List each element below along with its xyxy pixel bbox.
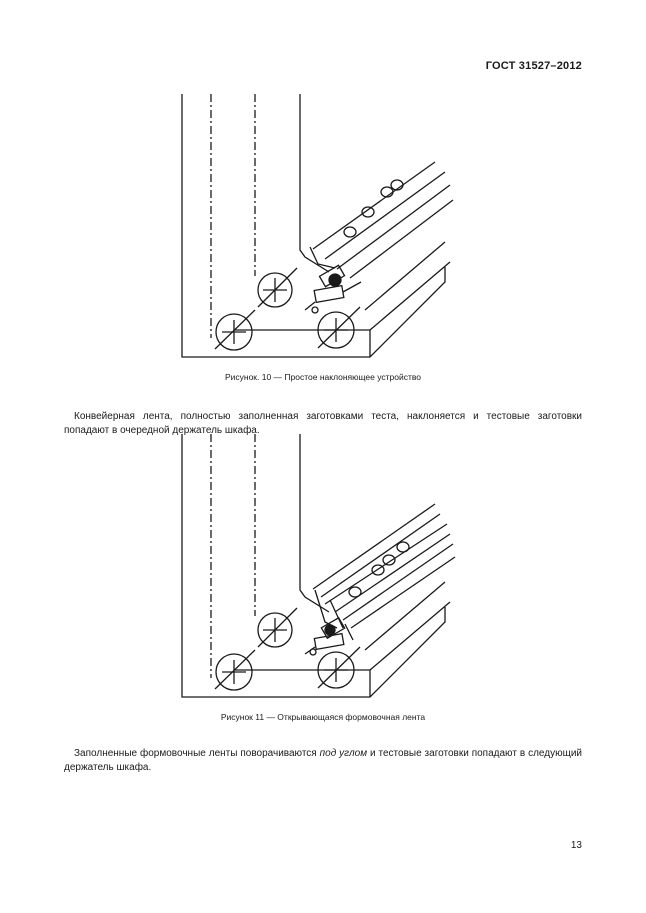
frame-outline (182, 94, 445, 357)
frame-outline (182, 434, 445, 697)
inner-floor (235, 670, 370, 697)
figure-10-tilting-device (175, 92, 460, 360)
inner-floor (235, 330, 370, 357)
roller-bottom-right (318, 647, 360, 688)
document-code: ГОСТ 31527–2012 (485, 60, 582, 72)
roller-bottom-right (318, 307, 360, 348)
page-number: 13 (570, 840, 582, 851)
opening-forming-belt (313, 504, 455, 628)
roller-top (258, 608, 297, 647)
paragraph-2-part-1: Заполненные формовочные ленты поворачиваются (74, 748, 320, 759)
paragraph-2 (64, 747, 582, 775)
open-mechanism (305, 618, 353, 655)
paragraph-1: Конвейерная лента, полностью заполненная заготовками теста, наклоняется и тестовые заготовки попадают в очередной держатель шкафа. (64, 411, 582, 436)
tilt-mechanism (305, 265, 361, 313)
figure-10-caption: Рисунок. 10 — Простое наклоняющее устройство (224, 372, 422, 382)
tilted-conveyor-belt (310, 162, 453, 278)
inner-wall (300, 434, 329, 612)
paragraph-2-italic: под углом (319, 748, 368, 759)
roller-top (258, 268, 297, 307)
inner-wall (300, 94, 329, 272)
figure-11-opening-belt (175, 432, 460, 700)
paragraph-2-part-2: и тестовые заготовки попадают в следующий держатель шкафа. (64, 748, 583, 773)
figure-11-caption: Рисунок 11 — Открывающаяся формовочная лента (220, 712, 426, 722)
